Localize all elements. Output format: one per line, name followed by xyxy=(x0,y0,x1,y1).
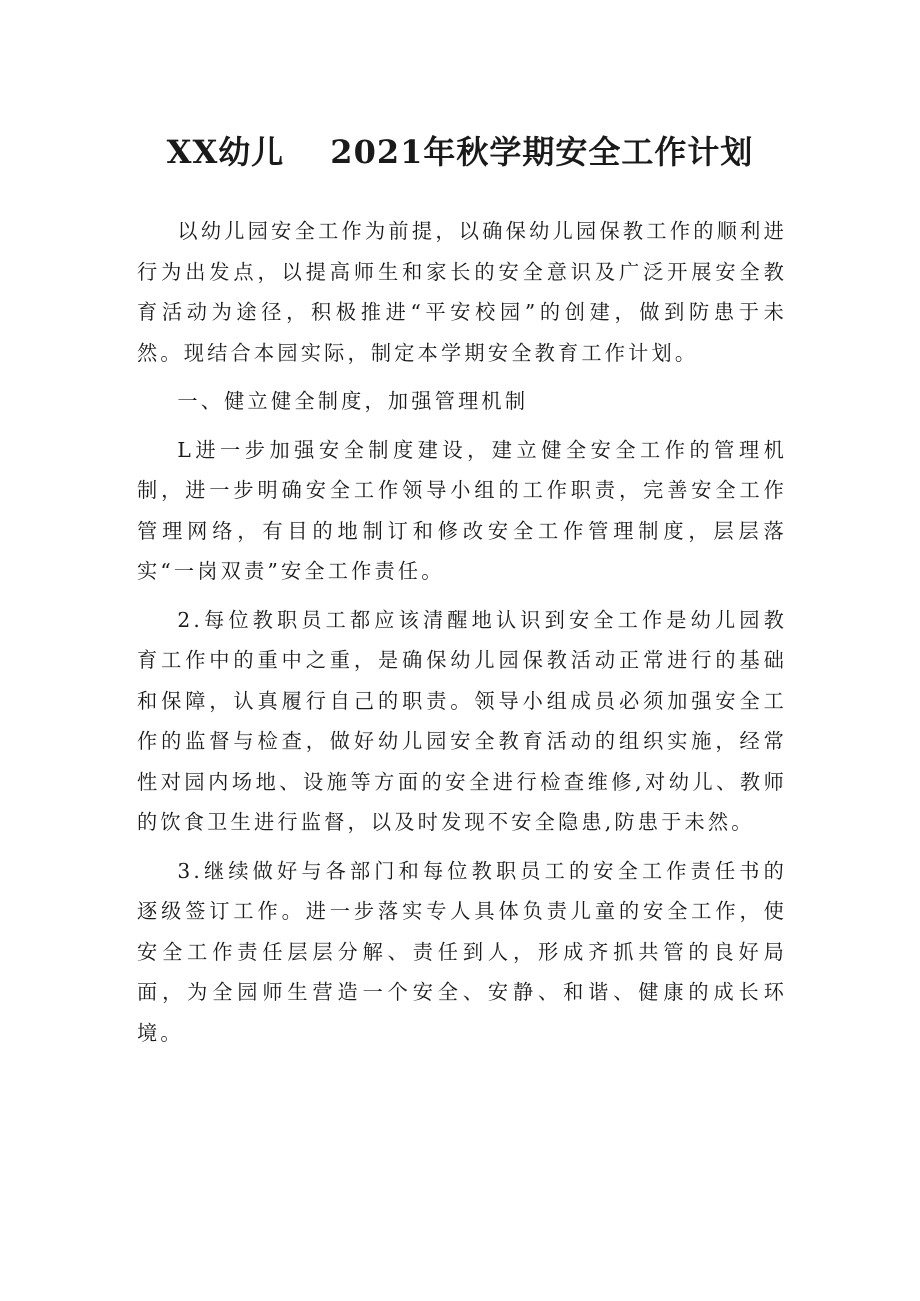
section-heading: 一、健立健全制度，加强管理机制 xyxy=(177,389,529,413)
item-3-paragraph: 3.继续做好与各部门和每位教职员工的安全工作责任书的逐级签订工作。进一步落实专人具体负责儿童的安全工作，使安全工作责任层层分解、责任到人，形成齐抓共管的良好局面，为全园师生营造一个安全、安静、和谐、健康的成长环境。 xyxy=(137,858,787,1045)
title-part-1: XX幼儿 xyxy=(166,133,285,171)
document-body xyxy=(137,211,787,1053)
title-part-2: 2021年秋学期安全工作计划 xyxy=(330,133,754,171)
item-2-paragraph: 2.每位教职员工都应该清醒地认识到安全工作是幼儿园教育工作中的重中之重，是确保幼儿园保教活动正常进行的基础和保障，认真履行自己的职责。领导小组成员必须加强安全工作的监督与检查，做好幼儿园安全教育活动的组织实施，经常性对园内场地、设施等方面的安全进行检查维修,对幼儿、教师的饮食卫生进行监督，以及时发现不安全隐患,防患于未然。 xyxy=(137,607,787,834)
intro-paragraph: 以幼儿园安全工作为前提，以确保幼儿园保教工作的顺利进行为出发点，以提高师生和家长的安全意识及广泛开展安全教育活动为途径，积极推进“平安校园”的创建，做到防患于未然。现结合本园实际，制定本学期安全教育工作计划。 xyxy=(137,219,787,365)
document-title xyxy=(0,128,920,176)
item-1-paragraph: L进一步加强安全制度建设，建立健全安全工作的管理机制，进一步明确安全工作领导小组的工作职责，完善安全工作管理网络，有目的地制订和修改安全工作管理制度，层层落实“一岗双责”安全工作责任。 xyxy=(137,437,787,583)
